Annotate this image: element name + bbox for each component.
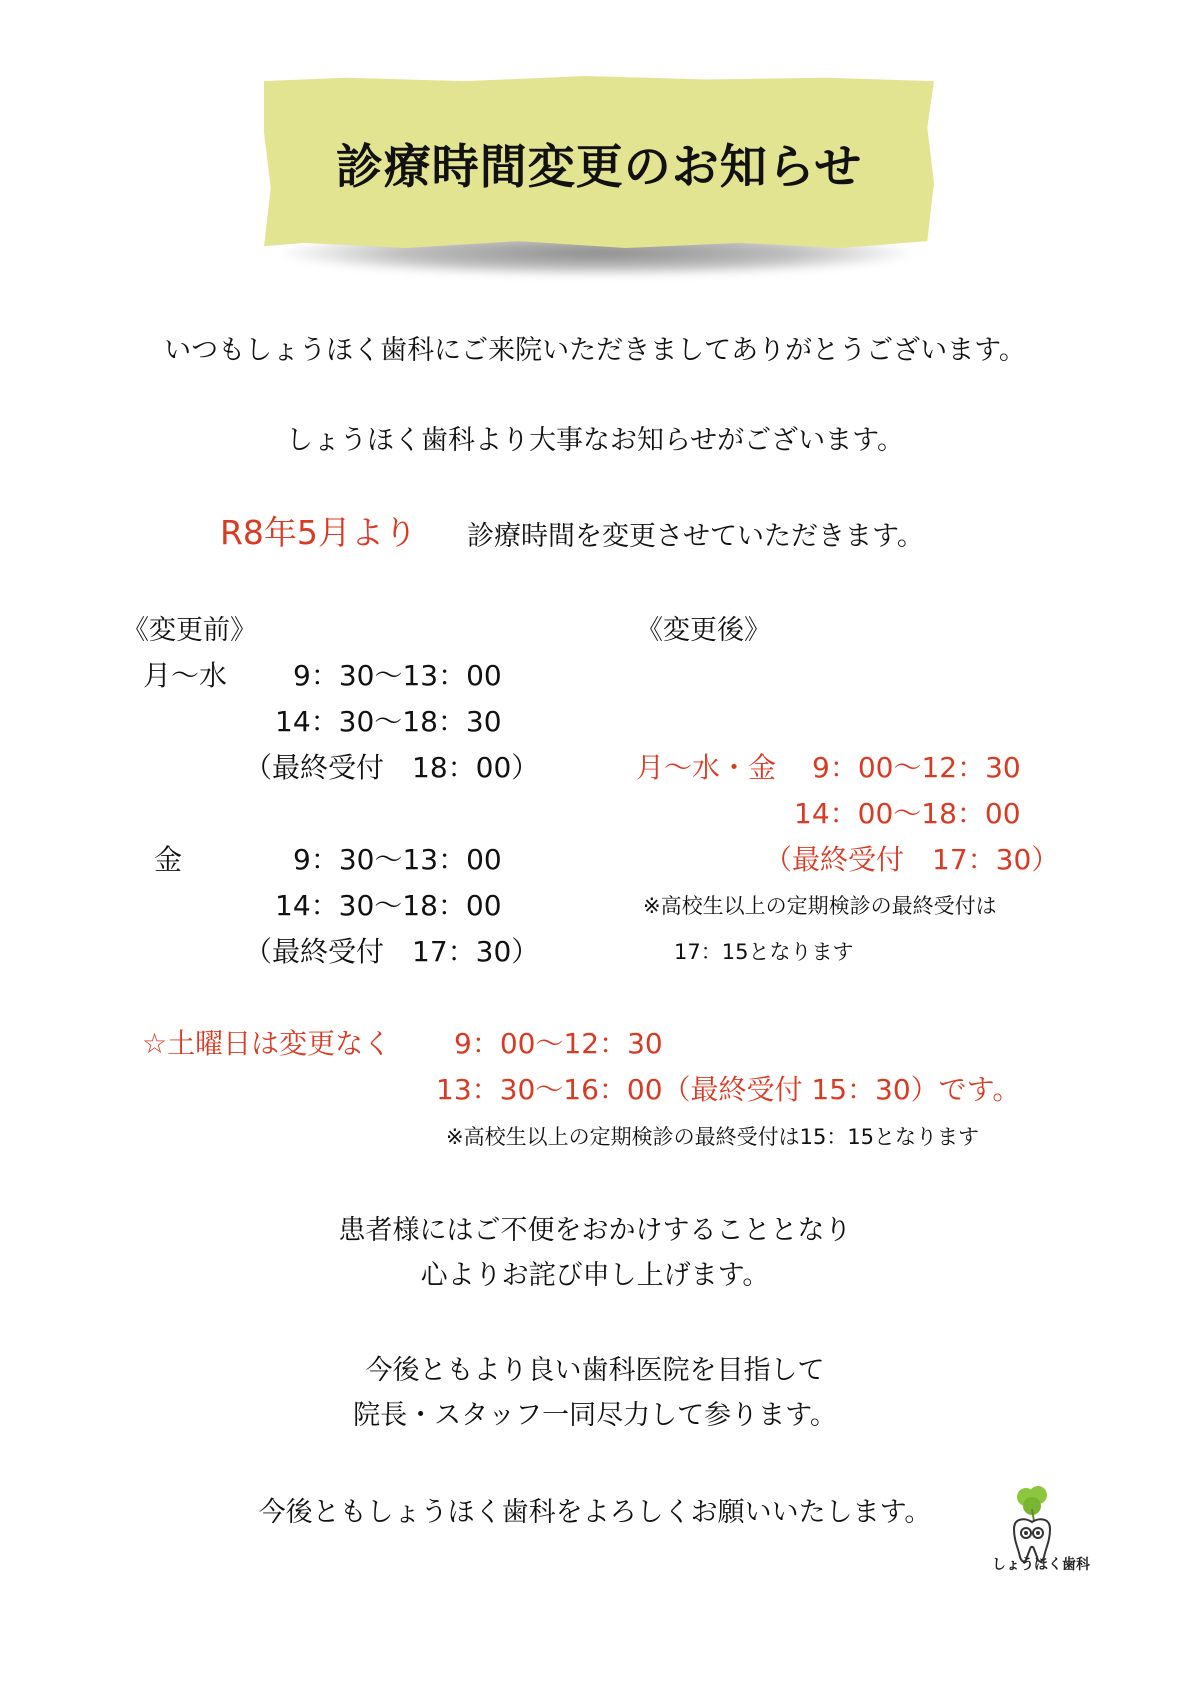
greeting-text: いつもしょうほく歯科にご来院いただきましてありがとうございます。 <box>164 335 1026 366</box>
after-days: 月〜水・金 <box>636 751 777 784</box>
saturday-note: ※高校生以上の定期検診の最終受付は15：15となります <box>446 1125 980 1149</box>
logo-text: しょうほく歯科 <box>992 1557 1090 1573</box>
saturday-pm: 13：30〜16：00（最終受付 15：30）です。 <box>436 1073 1021 1106</box>
before-heading: 《変更前》 <box>122 615 257 646</box>
saturday-label: ☆土曜日は変更なく <box>142 1027 392 1060</box>
closing-text: 今後ともしょうほく歯科をよろしくお願いいたします。 <box>258 1497 932 1528</box>
after-pm: 14：00〜18：00 <box>794 797 1021 830</box>
before-fri-pm: 14：30〜18：00 <box>275 889 502 922</box>
before-fri-last: （最終受付 17：30） <box>244 935 540 968</box>
change-date: R8年5月より <box>220 513 417 552</box>
page-title: 診療時間変更のお知らせ <box>335 140 863 195</box>
clinic-logo <box>992 1485 1088 1575</box>
apology-line-1: 患者様にはご不便をおかけすることとなり <box>338 1215 852 1246</box>
after-note-2: 17：15となります <box>674 940 854 964</box>
before-mon-wed-label: 月〜水 <box>143 659 228 692</box>
before-mon-wed-last: （最終受付 18：00） <box>244 751 540 784</box>
apology-line-2: 心よりお詫び申し上げます。 <box>420 1260 770 1291</box>
after-am: 9：00〜12：30 <box>812 751 1021 784</box>
after-last: （最終受付 17：30） <box>764 843 1060 876</box>
before-fri-am: 9：30〜13：00 <box>293 843 502 876</box>
before-mon-wed-pm: 14：30〜18：30 <box>275 705 502 738</box>
before-mon-wed-am: 9：30〜13：00 <box>293 659 502 692</box>
saturday-am: 9：00〜12：30 <box>454 1027 663 1060</box>
aim-line-2: 院長・スタッフ一同尽力して参ります。 <box>353 1400 837 1431</box>
after-note-1: ※高校生以上の定期検診の最終受付は <box>643 894 997 918</box>
aim-line-1: 今後ともより良い歯科医院を目指して <box>365 1355 825 1386</box>
intro-text: しょうほく歯科より大事なお知らせがございます。 <box>285 425 905 456</box>
change-text: 診療時間を変更させていただきます。 <box>467 521 924 552</box>
after-heading: 《変更後》 <box>636 615 771 646</box>
before-fri-label: 金 <box>154 843 183 876</box>
